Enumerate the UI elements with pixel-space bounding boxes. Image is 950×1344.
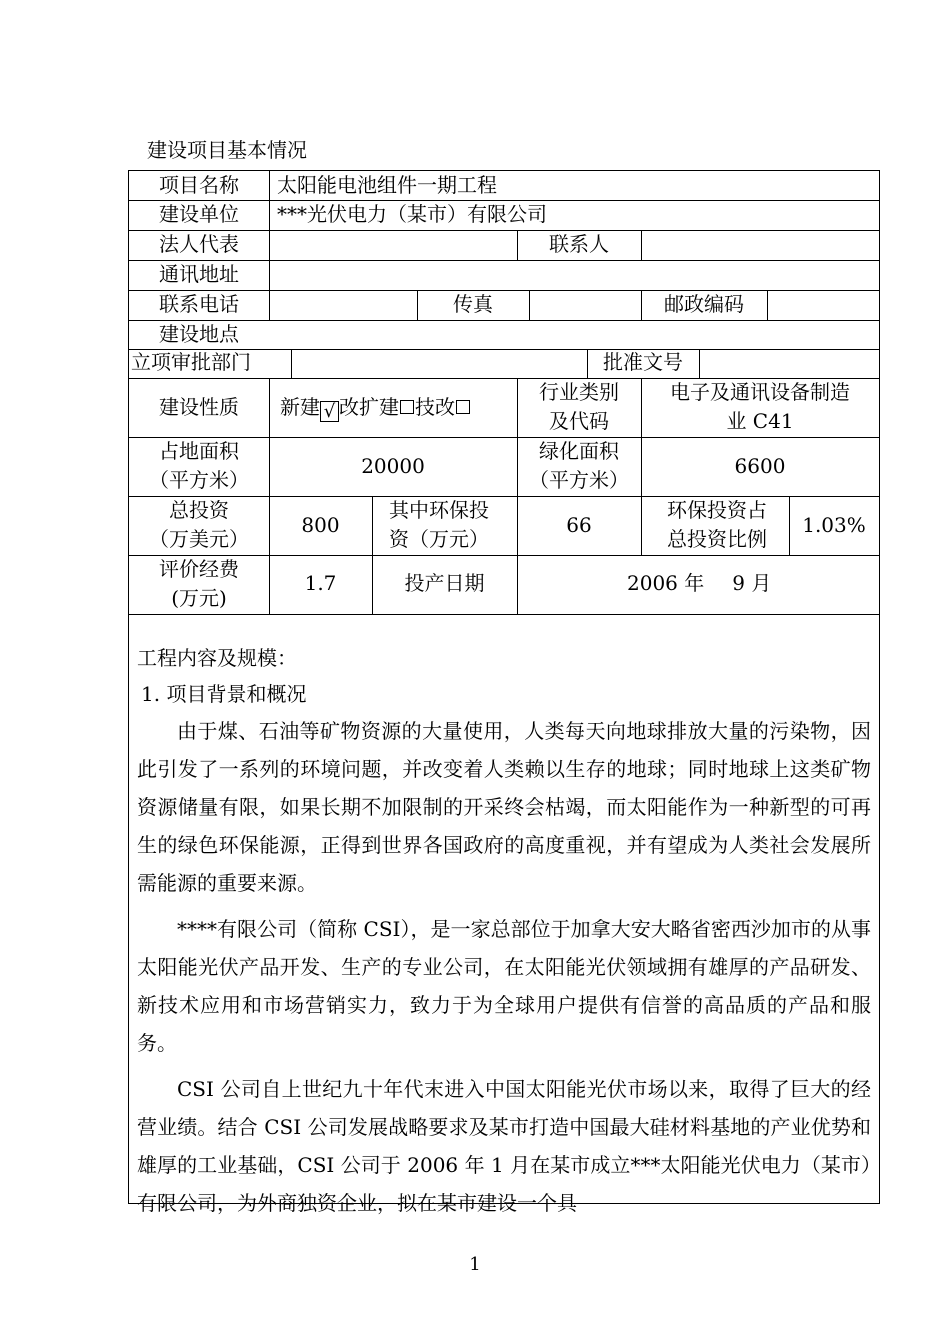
value-area: 20000 xyxy=(361,454,425,478)
nature-options xyxy=(280,393,471,422)
value-green: 6600 xyxy=(734,454,786,478)
option-new-label: 新建 xyxy=(280,395,320,419)
value-env-investment: 66 xyxy=(566,513,592,537)
label-env-investment-1: 其中环保投 xyxy=(389,498,489,522)
date-year: 2006 年 xyxy=(627,571,705,595)
value-construction-unit: ***光伏电力（某市）有限公司 xyxy=(277,202,547,226)
paragraph-history: CSI 公司自上世纪九十年代末进入中国太阳能光伏市场以来，取得了巨大的经营业绩。结合 CSI 公司发展战略要求及某市打造中国最大硅材料基地的产业优势和雄厚的工业基础，CSI 公司于 2006 年 1 月在某市成立***太阳能光伏电力（某市）有限公司，为外商独资企业，拟在某市建设一个具 xyxy=(137,1077,871,1215)
label-legal-rep: 法人代表 xyxy=(159,232,239,256)
label-fee-1: 评价经费 xyxy=(159,557,239,581)
label-phone: 联系电话 xyxy=(159,292,239,316)
label-industry-1: 行业类别 xyxy=(539,380,619,404)
label-nature: 建设性质 xyxy=(159,395,239,419)
value-investment: 800 xyxy=(301,513,340,537)
option-expand-checkbox[interactable] xyxy=(400,400,414,414)
paragraph-background: 由于煤、石油等矿物资源的大量使用，人类每天向地球排放大量的污染物，因此引发了一系列的环境问题，并改变着人类赖以生存的地球；同时地球上这类矿物资源储量有限，如果长期不加限制的开采终会枯竭，而太阳能作为一种新型的可再生的绿色环保能源，正得到世界各国政府的高度重视，并有望成为人类社会发展所需能源的重要来源。 xyxy=(137,719,871,895)
value-project-name: 太阳能电池组件一期工程 xyxy=(277,173,497,197)
content-heading: 工程内容及规模： xyxy=(137,646,297,670)
label-production-date: 投产日期 xyxy=(404,571,485,595)
label-address: 通讯地址 xyxy=(159,262,239,286)
paragraph-company: ****有限公司（简称 CSI），是一家总部位于加拿大安大略省密西沙加市的从事太阳能光伏产品开发、生产的专业公司，在太阳能光伏领域拥有雄厚的产品研发、新技术应用和市场营销实力，致力于为全球用户提供有信誉的高品质的产品和服务。 xyxy=(137,917,871,1055)
value-production-date xyxy=(627,569,771,598)
value-industry-1: 电子及通讯设备制造 xyxy=(670,380,850,404)
value-ratio: 1.03% xyxy=(802,513,866,537)
label-investment-1: 总投资 xyxy=(169,498,229,522)
date-month: 9 月 xyxy=(732,571,772,595)
option-expand-label: 改扩建 xyxy=(339,395,399,419)
label-approval-dept: 立项审批部门 xyxy=(131,350,251,374)
label-fax: 传真 xyxy=(453,292,493,316)
label-zip: 邮政编码 xyxy=(664,292,744,316)
label-contact: 联系人 xyxy=(549,232,609,256)
label-construction-unit: 建设单位 xyxy=(159,202,239,226)
label-ratio-1: 环保投资占 xyxy=(667,498,767,522)
option-tech-label: 技改 xyxy=(415,395,455,419)
label-project-name: 项目名称 xyxy=(159,173,239,197)
label-industry-2: 及代码 xyxy=(549,409,609,433)
label-area-2: （平方米） xyxy=(149,468,249,492)
value-fee: 1.7 xyxy=(304,571,337,595)
option-tech-checkbox[interactable] xyxy=(456,400,470,414)
label-approval-doc: 批准文号 xyxy=(603,350,683,374)
label-investment-2: （万美元） xyxy=(149,527,249,551)
value-industry-2: 业 C41 xyxy=(726,409,794,433)
document-title: 建设项目基本情况 xyxy=(147,138,307,162)
label-env-investment-2: 资（万元） xyxy=(389,527,489,551)
label-green-2: （平方米） xyxy=(529,468,629,492)
label-area-1: 占地面积 xyxy=(159,439,239,463)
option-new-checkbox[interactable]: √ xyxy=(320,401,339,422)
page-number: 1 xyxy=(469,1254,481,1275)
project-content xyxy=(137,640,871,1222)
label-green-1: 绿化面积 xyxy=(539,439,619,463)
label-fee-2: (万元) xyxy=(171,586,227,610)
section-heading: 1. 项目背景和概况 xyxy=(141,682,307,706)
label-ratio-2: 总投资比例 xyxy=(667,527,767,551)
label-site: 建设地点 xyxy=(159,322,239,346)
